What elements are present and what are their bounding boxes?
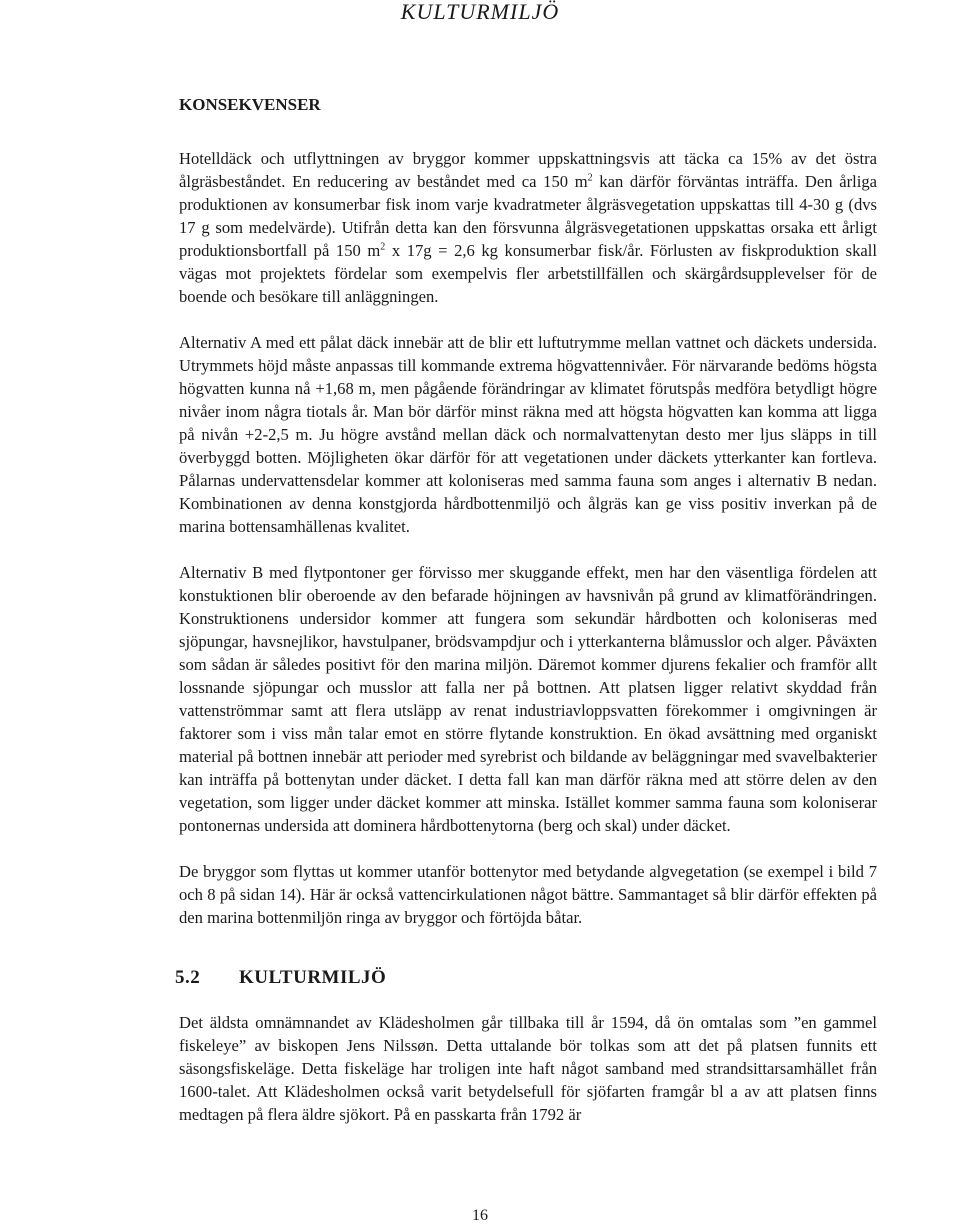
paragraph-5: Det äldsta omnämnandet av Klädesholmen går tillbaka till år 1594, då ön omtalas som ”en gammel fiskeleye” av biskopen Jens Nilssøn. Detta uttalande bör tolkas som att det på platsen funnits ett säsongsfiskeläge. Detta fiskeläge har troligen inte haft något samband med strandsittarsamhället från 1600-talet. Att Klädesholmen också varit betydelsefull för sjöfarten framgår bl a av att platsen finns medtagen på flera äldre sjökort. På en passkarta från 1792 är [179,1013,877,1124]
section-number: 5.2 [175,967,201,988]
paragraph-1-part-c: x 17g = 2,6 kg konsumerbar fisk/år. Förlusten av fiskproduktion skall vägas mot projektets fördelar som exempelvis fler arbetstillfällen och skärgårdsupplevelser för de boende och besökare till anläggningen. [179,241,877,306]
section-heading-kulturmiljo [175,966,877,990]
section-title: KULTURMILJÖ [239,967,387,988]
paragraph-4: De bryggor som flyttas ut kommer utanför bottenytor med betydande algvegetation (se exempel i bild 7 och 8 på sidan 14). Här är också vattencirkulationen något bättre. Sammantaget så blir därför effekten på den marina bottenmiljön ringa av bryggor och förtöjda båtar. [179,862,877,927]
paragraph-1-part-a: Hotelldäck och utflyttningen av bryggor kommer uppskattningsvis att täcka ca 15% av det östra ålgräsbeståndet. En reducering av beståndet med ca 150 m [179,149,877,191]
paragraph-2: Alternativ A med ett pålat däck innebär att de blir ett luftutrymme mellan vattnet och däckets undersida. Utrymmets höjd måste anpassas till kommande extrema högvattennivåer. För närvarande bedöms högsta högvatten kunna nå +1,68 m, men pågående förändringar av klimatet förutspås medföra betydligt högre nivåer inom några tiotals år. Man bör därför minst räkna med att högsta högvatten kan komma att ligga på nivån +2-2,5 m. Ju högre avstånd mellan däck och normalvattenytan desto mer ljus släpps in till överbyggd botten. Möjligheten ökar därför för att vegetationen under däckets ytterkanter kan fortleva. Pålarnas undervattensdelar kommer att koloniseras med samma fauna som anges i alternativ B nedan. Kombinationen av denna konstgjorda hårdbottenmiljö och ålgräs kan ge viss positiv inverkan på de marina bottensamhällenas kvalitet. [179,333,877,536]
paragraph-1-part-b: kan därför förväntas inträffa. Den årliga produktionen av konsumerbar fisk inom varje kvadratmeter ålgräsvegetation uppskattas till 4-30 g (dvs 17 g som medelvärde). Utifrån detta kan den försvunna ålgräsvegetationen uppskattas orsaka ett årligt produktionsbortfall på 150 m [179,172,877,260]
section-heading-konsekvenser: KONSEKVENSER [179,95,321,114]
page-number: 16 [472,1207,488,1224]
superscript-2: 2 [380,241,386,253]
paragraph-3: Alternativ B med flytpontoner ger förvisso mer skuggande effekt, men har den väsentliga fördelen att konstuktionen blir oberoende av den befarade höjningen av havsnivån på grund av klimatförändringen. Konstruktionens undersidor kommer att fungera som sekundär hårdbotten och koloniseras med sjöpungar, havsnejlikor, havstulpaner, brödsvampdjur och i ytterkanterna blåmusslor och alger. Påväxten som sådan är således positivt för den marina miljön. Däremot kommer djurens fekalier och framför allt lossnande sjöpungar och musslor att falla ner på bottnen. Att platsen ligger relativt skyddad från vattenströmmar samt att flera utsläpp av renat industriavloppsvatten förekommer i omgivningen är faktorer som i viss mån talar emot en större flytande konstruktion. En ökad avsättning med organiskt material på bottnen innebär att perioder med syrebrist och bildande av beläggningar med svavelbakterier kan inträffa på bottenytan under däcket. I detta fall kan man därför räkna med att större delen av den vegetation, som ligger under däcket kommer att minska. Istället kommer samma fauna som koloniserar pontonernas undersida att dominera hårdbottenytorna (berg och skal) under däcket. [179,563,877,835]
paragraph-1 [179,147,877,308]
running-header: KULTURMILJÖ [400,0,560,24]
page-body [175,95,877,1126]
superscript-1: 2 [587,172,593,184]
